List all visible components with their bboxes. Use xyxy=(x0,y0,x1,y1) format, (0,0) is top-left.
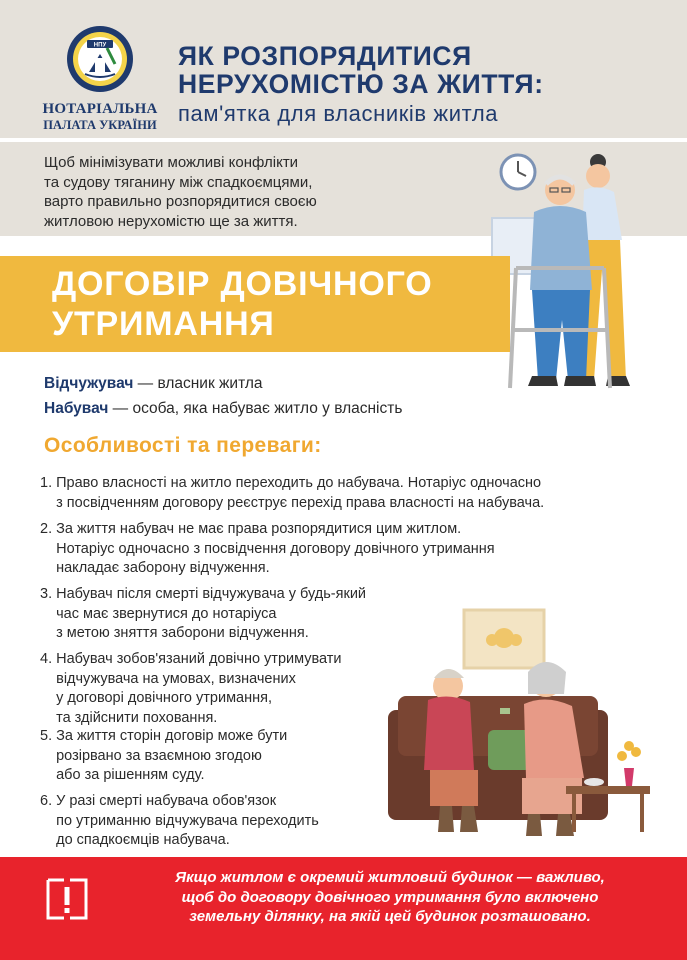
alert-line2: щоб до договору довічного утримання було включено xyxy=(181,888,599,906)
intro-line3: варто правильно розпорядитися своєю xyxy=(44,193,317,210)
logo-monogram: НПУ xyxy=(93,42,107,49)
wall-picture-icon xyxy=(464,610,544,668)
intro-line4: житловою нерухомістю ще за життя. xyxy=(44,212,298,230)
elderly-women-sofa-illustration xyxy=(388,600,678,850)
notary-chamber-logo xyxy=(40,24,160,133)
logo-line2: ПАЛАТА УКРАЇНИ xyxy=(43,118,157,132)
alert-line3: земельну ділянку, на якій цей будинок розташовано. xyxy=(189,908,591,925)
definition-term: Відчужувач xyxy=(44,375,134,392)
feature-item-4: 4. Набувач зобов'язаний довічно утримувати відчужувача на умовах, визначених у договорі довічного утримання, та здійснити поховання. xyxy=(40,651,342,726)
alert-text xyxy=(120,868,660,927)
feature-item-5: 5. За життя сторін договір може бути розірвано за взаємною згодою або за рішенням суду. xyxy=(40,728,288,783)
alert-line1: Якщо житлом є окремий житловий будинок — важливо, xyxy=(175,869,605,886)
intro-text xyxy=(44,153,404,231)
emblem-icon xyxy=(65,24,135,94)
intro-line2: та судову тяганину між спадкоємцями, xyxy=(44,173,313,191)
page-title-line2: НЕРУХОМІСТЮ ЗА ЖИТТЯ: xyxy=(178,69,544,99)
definition-acquirer xyxy=(44,400,402,418)
definition-alienator xyxy=(44,375,263,393)
feature-item-6: 6. У разі смерті набувача обов'язок по утриманню відчужувача переходить до спадкоємців набувача. xyxy=(40,793,319,848)
features-heading: Особливості та переваги: xyxy=(44,434,322,457)
feature-item-2: 2. За життя набувач не має права розпорядитися цим житлом. Нотаріус одночасно з посвідчення договору довічного утримання накладає заборону відчуження. xyxy=(40,521,495,576)
definition-term: Набувач xyxy=(44,400,109,417)
definition-text: — власник житла xyxy=(133,375,263,392)
wall-clock-icon xyxy=(501,155,535,189)
section-title xyxy=(52,264,433,344)
feature-item-3: 3. Набувач після смерті відчужувача у будь-який час має звернутися до нотаріуса з метою зняття заборони відчуження. xyxy=(40,586,367,641)
intro-line1: Щоб мінімізувати можливі конфлікти xyxy=(44,154,299,171)
logo-line1: НОТАРІАЛЬНА xyxy=(42,101,158,117)
exclamation-icon xyxy=(44,876,90,922)
header xyxy=(0,0,687,138)
section-title-line2: УТРИМАННЯ xyxy=(52,305,275,343)
page-subtitle: пам'ятка для власників житла xyxy=(178,101,499,126)
section-title-line1: ДОГОВІР ДОВІЧНОГО xyxy=(52,265,433,303)
page-title-line1: ЯК РОЗПОРЯДИТИСЯ xyxy=(178,41,472,71)
feature-item-1: 1. Право власності на житло переходить до набувача. Нотаріус одночасно з посвідченням договору реєструє перехід права власності на набувача. xyxy=(40,475,545,511)
definition-text: — особа, яка набуває житло у власність xyxy=(108,400,403,417)
